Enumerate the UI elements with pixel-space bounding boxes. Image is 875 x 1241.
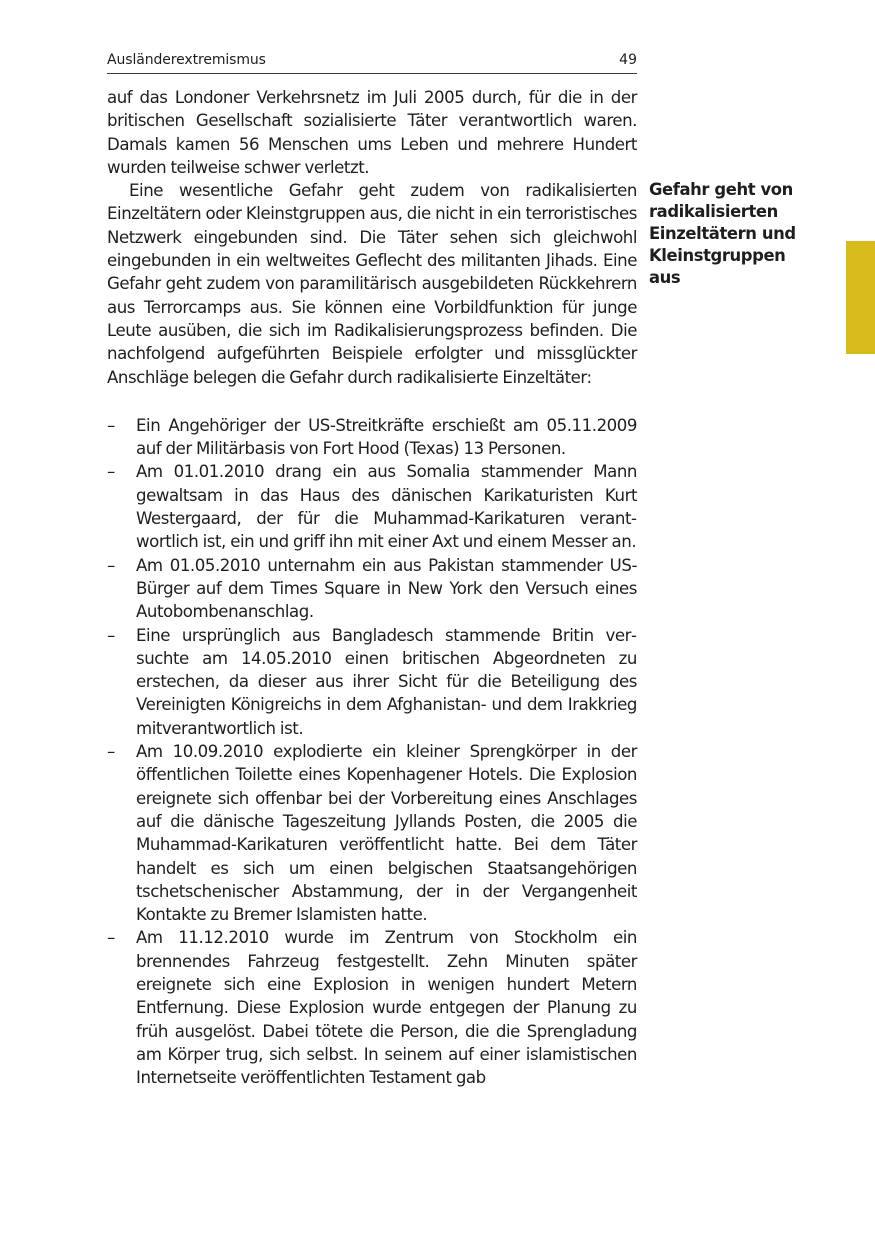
example-list [107,414,637,1090]
body-text [107,86,637,1089]
list-item [107,414,637,461]
list-item [107,460,637,553]
list-item [107,740,637,926]
chapter-title: Ausländerextremismus [107,52,266,68]
list-dash: – [107,742,115,762]
list-item-text: Am 01.05.2010 unternahm ein aus Pakistan stammender US-Bürger auf dem Times Square in New York den Versuch eines Autobombenanschlag. [136,555,637,622]
thumb-index-tab [846,241,875,354]
list-item-text: Am 11.12.2010 wurde im Zentrum von Stockholm ein brennendes Fahrzeug festgestellt. Zehn Minuten später ereignete sich eine Explosion in wenigen hundert Metern Entfernung. Diese Explosion wurde entgegen der Planung zu früh ausgelöst. Dabei tötete die Person, die die Sprengladung am Körper trug, sich selbst. In seinem auf einer islamistischen Internetseite veröffentlichten Testament gab [136,928,637,1088]
running-header [107,51,637,74]
list-item-text: Ein Angehöriger der US-Streitkräfte erschießt am 05.11.2009 auf der Militärbasis von Fort Hood (Texas) 13 Personen. [136,415,637,459]
paragraph-continued: auf das Londoner Verkehrsnetz im Juli 2005 durch, für die in der britischen Gesellschaft sozialisierte Täter verantwortlich waren. Damals kamen 56 Menschen ums Leben und mehrere Hundert wurden teilweise schwer verletzt. [107,88,637,177]
list-dash: – [107,415,115,435]
page-number: 49 [619,52,637,68]
paragraph-einzeltaeter: Eine wesentliche Gefahr geht zudem von radikalisierten Einzeltätern oder Kleinstgruppen aus, die nicht in ein terroristisches Netzwerk eingebunden sind. Die Täter sehen sich gleichwohl eingebunden in ein weltweites Geflecht des militanten Jihads. Eine Gefahr geht zudem von paramilitärisch ausgebildeten Rückkehrern aus Terrorcamps aus. Sie können eine Vorbildfunktion für junge Leute ausüben, die sich im Radikalisierungsprozess befinden. Die nachfolgend aufgeführten Beispiele erfolgter und missglückter Anschläge belegen die Gefahr durch radikalisierte Einzeltäter: [107,181,637,387]
list-item-text: Am 10.09.2010 explodierte ein kleiner Sprengkörper in der öffentlichen Toilette eines Kopenhagener Hotels. Die Explosion ereignete sich offenbar bei der Vorbereitung eines Anschlages auf die dänische Tageszeitung Jyllands Posten, die 2005 die Muhammad-Karikaturen veröffentlicht hatte. Bei dem Täter handelt es sich um einen belgischen Staatsangehörigen tschetschenischer Abstammung, der in der Vergangenheit Kontakte zu Bremer Islamisten hatte. [136,742,637,925]
margin-note: Gefahr geht von radikalisierten Einzeltätern und Kleinstgruppen aus [649,180,796,287]
list-item-text: Am 01.01.2010 drang ein aus Somalia stammender Mann gewaltsam in das Haus des dänischen Karikaturisten Kurt Westergaard, der für die Muhammad-Karikaturen verantwortlich ist, ein und griff ihn mit einer Axt und einem Messer an. [136,462,637,552]
list-item-text: Eine ursprünglich aus Bangladesch stammende Britin versuchte am 14.05.2010 einen britischen Abgeordneten zu erstechen, da dieser aus ihrer Sicht für die Beteiligung des Vereinigten Königreichs in dem Afghanistan- und dem Irakkrieg mitverantwortlich ist. [136,625,637,738]
list-dash: – [107,625,115,645]
list-item [107,926,637,1089]
list-item [107,554,637,624]
list-dash: – [107,928,115,948]
list-dash: – [107,555,115,575]
list-dash: – [107,462,115,482]
list-item [107,624,637,740]
